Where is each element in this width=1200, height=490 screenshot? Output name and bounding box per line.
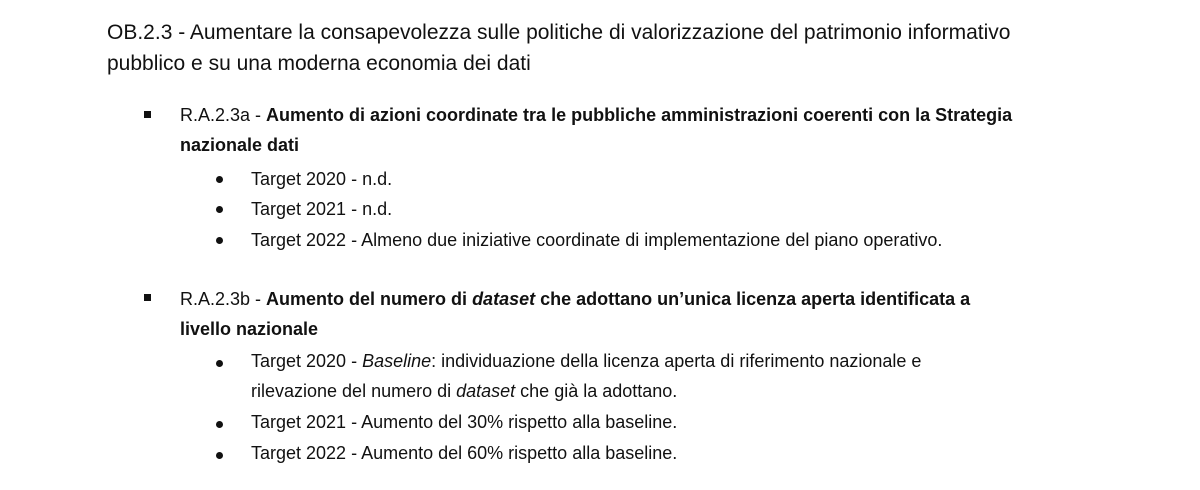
result-title-part: Aumento del numero di bbox=[266, 289, 473, 309]
result-code: R.A.2.3a - bbox=[180, 105, 267, 125]
round-bullet-icon bbox=[216, 176, 223, 183]
objective-heading-line-1: OB.2.3 - Aumentare la consapevolezza sulle politiche di valorizzazione del patrimonio informativo bbox=[107, 21, 1011, 44]
square-bullet-icon bbox=[144, 111, 151, 118]
square-bullet-icon bbox=[144, 294, 151, 301]
result-title-line-2: nazionale dati bbox=[180, 135, 300, 155]
result-code: R.A.2.3b - bbox=[180, 289, 267, 309]
round-bullet-icon bbox=[216, 237, 223, 244]
target-item: Target 2020 - n.d. bbox=[251, 169, 393, 189]
round-bullet-icon bbox=[216, 421, 223, 428]
target-item: Target 2022 - Almeno due iniziative coordinate di implementazione del piano operativo. bbox=[251, 230, 943, 250]
objective-heading bbox=[107, 17, 1107, 79]
round-bullet-icon bbox=[216, 452, 223, 459]
target-item bbox=[251, 346, 921, 376]
target-cont-part: rilevazione del numero di bbox=[251, 381, 457, 401]
objective-heading-line-2: pubblico e su una moderna economia dei dati bbox=[107, 52, 531, 75]
target-item: Target 2021 - n.d. bbox=[251, 199, 393, 219]
target-prefix: Target 2020 - bbox=[251, 351, 363, 371]
result-title-line-1 bbox=[180, 284, 970, 314]
result-title-line-1 bbox=[180, 100, 1012, 130]
target-cont-part: che già la adottano. bbox=[515, 381, 678, 401]
result-title: Aumento di azioni coordinate tra le pubbliche amministrazioni coerenti con la Strategia bbox=[266, 105, 1013, 125]
target-cont-italic: dataset bbox=[456, 381, 516, 401]
target-item: Target 2021 - Aumento del 30% rispetto alla baseline. bbox=[251, 412, 678, 432]
round-bullet-icon bbox=[216, 206, 223, 213]
result-title-italic: dataset bbox=[472, 289, 536, 309]
target-item: Target 2022 - Aumento del 60% rispetto alla baseline. bbox=[251, 443, 678, 463]
target-italic: Baseline bbox=[362, 351, 432, 371]
target-item-continuation bbox=[251, 376, 677, 406]
result-title-part: che adottano un’unica licenza aperta identificata a bbox=[535, 289, 971, 309]
target-rest: : individuazione della licenza aperta di riferimento nazionale e bbox=[431, 351, 922, 371]
round-bullet-icon bbox=[216, 360, 223, 367]
result-title-line-2: livello nazionale bbox=[180, 319, 319, 339]
